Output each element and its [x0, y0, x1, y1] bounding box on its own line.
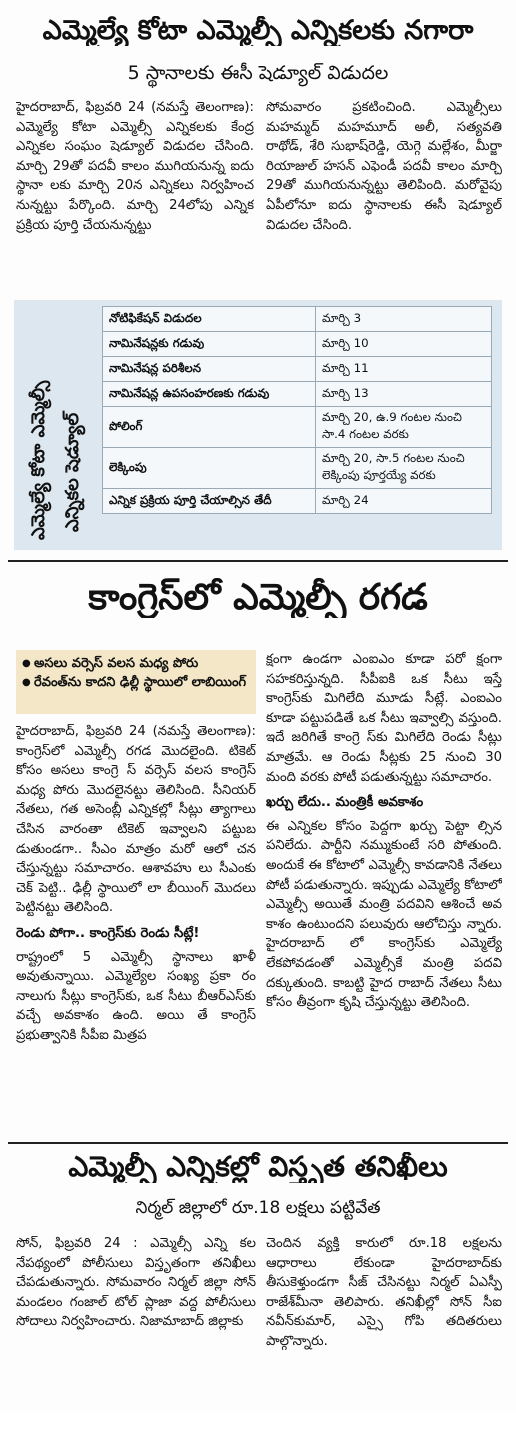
schedule-date: మార్చి 11	[316, 357, 492, 382]
article3-subheadline: నిర్మల్‌ జిల్లాలో రూ.18 లక్షలు పట్టివేత	[135, 1198, 381, 1218]
schedule-row	[103, 307, 492, 332]
article2-col2-subheading: ఖర్చు లేదు.. మంత్రికీ అవకాశం	[266, 795, 424, 811]
article1-col1-text: హైదరాబాద్‌, ఫిబ్రవరి 24 (నమస్తే తెలంగాణ): ఎమ్మెల్యే కోటా ఎమ్మెల్సీ ఎన్నికలకు కేంద్ర ఎన్నికల సంఘం షెడ్యూల్‌ విడుదల చేసింది. మార్చి 29తో పదవీ కాలం ముగియనున్న ఐదు స్థానా లకు మార్చి 20న ఎన్నికలు నిర్వహించ నున్నట్టు పేర్కొంది. మార్చి 24లోపు ఎన్నిక ప్రక్రియ పూర్తి చేయనున్నట్టు	[16, 100, 254, 233]
article3-headline: ఎమ్మెల్సీ ఎన్నికల్లో విస్తృత తనిఖీలు	[68, 1152, 448, 1183]
divider	[8, 1142, 508, 1144]
schedule-title-line1: ఎమ్మెల్యే కోటా ఎమ్మెల్సీ	[28, 380, 49, 540]
schedule-event: నామినేషన్ల పరిశీలన	[103, 357, 316, 382]
schedule-event: లెక్కింపు	[103, 448, 316, 489]
article2-col2-p1: క్షంగా ఉండగా ఎంఐఎం కూడా పరో క్షంగా సహకరిస్తున్నది. సీపీఐకి ఒక సీటు ఇస్తే కాంగ్రెస్‌కు మిగిలేది మూడు సీట్లే. ఎంఐఎం కూడా పట్టుపడితే ఒక సీటు ఇవ్వాల్సి వస్తుంది. ఇదే జరిగితే కాంగ్రె స్‌కు మిగిలేది రెండు సీట్లు మాత్రమే. ఆ రెండు సీట్లకు 25 నుంచి 30 మంది వరకు పోటీ పడుతున్నట్టు సమాచారం.	[266, 652, 502, 785]
article3-col1-text: సోన్‌, ఫిబ్రవరి 24 : ఎమ్మెల్సీ ఎన్ని కల నేపథ్యంలో పోలీసులు విస్తృతంగా తనిఖీలు చేపడుతున్నారు. సోమవారం నిర్మల్‌ జిల్లా సోన్‌ మండలం గంజాల్‌ టోల్‌ ప్లాజా వద్ద పోలీసులు సోదాలు నిర్వహించారు. నిజామాబాద్‌ జిల్లాకు	[16, 1236, 256, 1330]
divider	[8, 560, 508, 562]
schedule-event: నామినేషన్ల ఉపసంహరణకు గడువు	[103, 382, 316, 407]
schedule-event: ఎన్నిక ప్రక్రియ పూర్తి చేయాల్సిన తేదీ	[103, 489, 316, 514]
article2-headline: కాంగ్రెస్‌లో ఎమ్మెల్సీ రగడ	[88, 578, 428, 618]
schedule-date: మార్చి 3	[316, 307, 492, 332]
highlight-item: ● అసలు వర్సెస్‌ వలస మధ్య పోరు	[22, 654, 250, 673]
article3-col2-text: చెందిన వ్యక్తి కారులో రూ.18 లక్షలను ఆధారాలు లేకుండా హైదరాబాద్‌కు తీసుకెళ్తుండగా సీజ్‌ చేసినట్టు నిర్మల్‌ ఏఎస్పీ రాజేశ్‌మీనా తెలిపారు. తనిఖీల్లో సోన్‌ సీఐ నవీన్‌కుమార్‌, ఎస్సై గోపి తదితరులు పాల్గొన్నారు.	[266, 1236, 502, 1349]
schedule-date: మార్చి 13	[316, 382, 492, 407]
schedule-table	[102, 306, 492, 514]
schedule-event: నోటిఫికేషన్‌ విడుదల	[103, 307, 316, 332]
article1-headline: ఎమ్మెల్యే కోటా ఎమ్మెల్సీ ఎన్నికలకు నగారా	[42, 16, 474, 46]
schedule-date: మార్చి 24	[316, 489, 492, 514]
article3-column-2	[266, 1234, 502, 1404]
schedule-row	[103, 332, 492, 357]
article3-column-1	[16, 1234, 256, 1404]
article2-col1-p1: హైదరాబాద్‌, ఫిబ్రవరి 24 (నమస్తే తెలంగాణ): కాంగ్రెస్‌లో ఎమ్మెల్సీ రగడ మొదలైంది. టికెట్‌ కోసం అసలు కాంగ్రె స్‌ వర్సెస్‌ వలస కాంగ్రెస్‌ మధ్య పోరు మొదలైనట్టు తెలిసింది. సీనియర్‌ నేతలు, గత అసెంబ్లీ ఎన్నికల్లో సీట్లు త్యాగాలు చేసిన వారంతా టికెట్‌ ఇవ్వాలని పట్టుబ డుతుండగా.. సీఎం మాత్రం మరో ఆలో చన చేస్తున్నట్టు సమాచారం. ఆశావహు లు సీఎంకు చెక్‌ పెట్టి.. ఢిల్లీ స్థాయిలో లా బీయింగ్‌ మొదలు పెట్టినట్టు తెలిసింది.	[16, 724, 256, 916]
schedule-date: మార్చి 20, సా.5 గంటల నుంచి లెక్కింపు పూర్తయ్యే వరకు	[316, 448, 492, 489]
schedule-event: పోలింగ్‌	[103, 407, 316, 448]
schedule-title-line2: ఎన్నికల షెడ్యూల్‌	[62, 412, 83, 532]
article1-column-1	[16, 98, 254, 294]
article2-highlights	[16, 650, 256, 714]
schedule-row	[103, 357, 492, 382]
schedule-row	[103, 448, 492, 489]
schedule-event: నామినేషన్లకు గడువు	[103, 332, 316, 357]
article1-subheadline: 5 స్థానాలకు ఈసీ షెడ్యూల్‌ విడుదల	[127, 62, 389, 84]
schedule-date: మార్చి 20, ఉ.9 గంటల నుంచి సా.4 గంటల వరకు	[316, 407, 492, 448]
article1-column-2	[266, 98, 502, 294]
schedule-row	[103, 407, 492, 448]
article2-col2-p2: ఈ ఎన్నికల కోసం పెద్దగా ఖర్చు పెట్టా ల్సిన పనిలేదు. పార్టీని నమ్ముకుంటే సరి పోతుంది. అందుకే ఈ కోటాలో ఎమ్మెల్సీ కావడానికి నేతలు పోటీ పడుతున్నారు. ఇప్పుడు ఎమ్మెల్యే కోటాలో ఎమ్మెల్సీ అయితే మంత్రి పదవిని ఆశించే అవ కాశం ఉంటుందని పలువురు ఆలోచిస్తు న్నారు. హైదరాబాద్‌ లో కాంగ్రెస్‌కు ఎమ్మెల్యే లేకపోవడంతో ఎమ్మెల్సీకే మంత్రి పదవి దక్కుతుంది. కాబట్టి హైద రాబాద్‌ నేతలు సీటు కోసం తీవ్రంగా కృషి చేస్తున్నట్టు తెలిసింది.	[266, 818, 502, 1011]
article2-col1-subheading: రెండు పోగా.. కాంగ్రెస్‌కు రెండు సీట్లే!	[16, 925, 200, 941]
schedule-row	[103, 489, 492, 514]
article2-col1-p2: రాష్ట్రంలో 5 ఎమ్మెల్సీ స్థానాలు ఖాళీ అవుతున్నాయి. ఎమ్మెల్యేల సంఖ్య ప్రకా రం నాలుగు సీట్లు కాంగ్రెస్‌కు, ఒక సీటు బీఆర్‌ఎస్‌కు వచ్చే అవకాశం ఉంది. అయి తే కాంగ్రెస్‌ ప్రభుత్వానికి సీపీఐ మిత్రప	[16, 949, 256, 1043]
schedule-title	[18, 308, 102, 542]
highlight-item: ● రేవంత్‌ను కాదని ఢిల్లీ స్థాయిలో లాబియింగ్‌	[22, 673, 250, 692]
article1-col2-text: సోమవారం ప్రకటించింది. ఎమ్మెల్సీలు మహమ్మద్‌ మహమూద్‌ అలీ, సత్యవతి రాథోడ్‌, శేరి సుభాష్‌రెడ్డి, యెగ్గె మల్లేశం, మీర్జా రియాజుల్‌ హసన్‌ ఎఫెండీ పదవీ కాలం మార్చి 29తో ముగియనున్నట్టు తెలిపింది. మరోవైపు ఏపీలోనూ ఐదు స్థానాలకు ఈసీ షెడ్యూల్‌ విడుదల చేసింది.	[266, 100, 502, 233]
schedule-row	[103, 382, 492, 407]
schedule-date: మార్చి 10	[316, 332, 492, 357]
